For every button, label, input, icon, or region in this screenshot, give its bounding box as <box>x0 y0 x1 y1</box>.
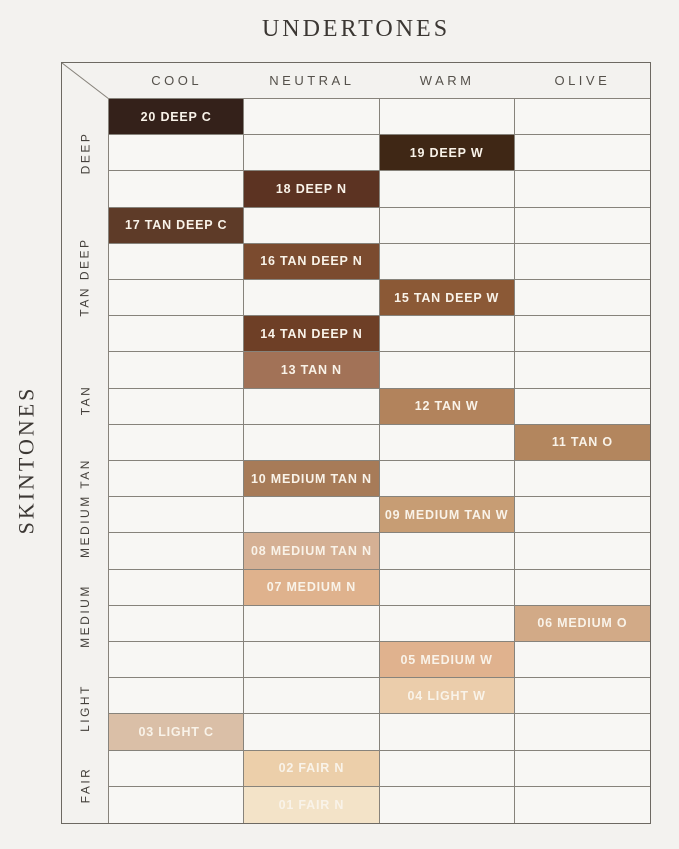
skintone-group-box <box>62 207 108 346</box>
empty-grid-cell <box>515 280 650 316</box>
shade-swatch-cell <box>380 642 515 678</box>
empty-grid-cell <box>244 714 379 750</box>
empty-grid-cell <box>109 389 244 425</box>
empty-grid-cell <box>515 787 650 823</box>
shade-label: 16 TAN DEEP N <box>260 254 363 269</box>
shade-swatch-cell <box>380 135 515 171</box>
empty-grid-cell <box>515 389 650 425</box>
empty-grid-cell <box>109 425 244 461</box>
empty-grid-cell <box>380 461 515 497</box>
skintone-group-box <box>62 746 108 823</box>
skintone-group-box <box>62 670 108 747</box>
empty-grid-cell <box>515 570 650 606</box>
empty-grid-cell <box>109 497 244 533</box>
empty-grid-cell <box>515 461 650 497</box>
empty-grid-cell <box>244 606 379 642</box>
shade-swatch-cell <box>380 497 515 533</box>
empty-grid-cell <box>380 171 515 207</box>
empty-grid-cell <box>515 99 650 135</box>
shade-label: 03 LIGHT C <box>138 724 214 739</box>
shade-swatch-cell <box>244 570 379 606</box>
empty-grid-cell <box>380 425 515 461</box>
empty-grid-cell <box>380 751 515 787</box>
empty-grid-cell <box>380 570 515 606</box>
empty-grid-cell <box>109 533 244 569</box>
empty-grid-cell <box>109 461 244 497</box>
empty-grid-cell <box>109 280 244 316</box>
skintone-group-label: MEDIUM <box>78 584 93 648</box>
empty-grid-cell <box>515 171 650 207</box>
shade-swatch-cell <box>244 787 379 823</box>
empty-grid-cell <box>244 389 379 425</box>
shade-label: 15 TAN DEEP W <box>394 290 500 305</box>
empty-grid-cell <box>109 642 244 678</box>
empty-grid-cell <box>515 533 650 569</box>
skintone-group-label: DEEP <box>78 131 92 175</box>
shade-label: 17 TAN DEEP C <box>124 218 228 233</box>
undertones-title: UNDERTONES <box>261 16 451 42</box>
column-header-cool: COOL <box>109 63 244 99</box>
empty-grid-cell <box>109 352 244 388</box>
shade-swatch-cell <box>109 99 244 135</box>
empty-grid-cell <box>244 425 379 461</box>
shade-swatch-cell <box>380 678 515 714</box>
shade-matrix-table <box>61 62 651 824</box>
shade-swatch-cell <box>109 714 244 750</box>
empty-grid-cell <box>380 533 515 569</box>
shade-label: 20 DEEP C <box>140 109 212 124</box>
empty-grid-cell <box>380 606 515 642</box>
shade-swatch-cell <box>244 533 379 569</box>
empty-grid-cell <box>244 208 379 244</box>
shade-swatch-cell <box>380 280 515 316</box>
undertone-header-row <box>62 63 650 99</box>
skintone-group-column <box>62 99 109 823</box>
corner-cell <box>62 63 109 99</box>
skintone-group-box <box>62 346 108 454</box>
empty-grid-cell <box>244 280 379 316</box>
shade-label: 09 MEDIUM TAN W <box>384 507 509 522</box>
skintone-group-label: LIGHT <box>78 684 92 733</box>
shade-swatch-cell <box>244 461 379 497</box>
shade-label: 06 MEDIUM O <box>537 616 628 631</box>
shade-label: 05 MEDIUM W <box>400 652 493 667</box>
corner-diagonal-line <box>62 63 109 99</box>
empty-grid-cell <box>380 352 515 388</box>
empty-grid-cell <box>515 352 650 388</box>
skintone-group-label: TAN DEEP <box>78 236 92 317</box>
empty-grid-cell <box>244 497 379 533</box>
shade-label: 01 FAIR N <box>278 797 345 812</box>
empty-grid-cell <box>109 606 244 642</box>
skintone-group-box <box>62 562 108 670</box>
empty-grid-cell <box>244 99 379 135</box>
empty-grid-cell <box>109 678 244 714</box>
shade-label: 08 MEDIUM TAN N <box>250 543 372 558</box>
shade-swatch-cell <box>515 425 650 461</box>
shade-swatch-cell <box>515 606 650 642</box>
empty-grid-cell <box>515 497 650 533</box>
empty-grid-cell <box>109 244 244 280</box>
column-header-warm: WARM <box>380 63 515 99</box>
shade-label: 04 LIGHT W <box>407 688 486 703</box>
empty-grid-cell <box>244 135 379 171</box>
shade-label: 07 MEDIUM N <box>266 580 357 595</box>
shade-swatch-cell <box>244 316 379 352</box>
skintone-group-label: TAN <box>77 384 92 416</box>
empty-grid-cell <box>515 678 650 714</box>
empty-grid-cell <box>515 316 650 352</box>
empty-grid-cell <box>515 714 650 750</box>
empty-grid-cell <box>515 208 650 244</box>
table-body <box>62 99 650 823</box>
empty-grid-cell <box>244 642 379 678</box>
empty-grid-cell <box>380 714 515 750</box>
shade-label: 19 DEEP W <box>409 145 484 160</box>
shade-swatch-cell <box>109 208 244 244</box>
shade-grid <box>109 99 650 823</box>
skintone-group-label: FAIR <box>77 766 92 804</box>
shade-label: 10 MEDIUM TAN N <box>250 471 372 486</box>
empty-grid-cell <box>380 208 515 244</box>
skintones-axis-label: SKINTONES <box>13 385 39 535</box>
skintone-group-label: MEDIUM TAN <box>78 458 93 558</box>
empty-grid-cell <box>515 642 650 678</box>
shade-swatch-cell <box>380 389 515 425</box>
empty-grid-cell <box>380 316 515 352</box>
skintones-axis <box>4 98 48 822</box>
empty-grid-cell <box>515 751 650 787</box>
empty-grid-cell <box>109 751 244 787</box>
column-header-neutral: NEUTRAL <box>244 63 379 99</box>
empty-grid-cell <box>244 678 379 714</box>
shade-label: 18 DEEP N <box>275 181 347 196</box>
shade-label: 12 TAN W <box>414 399 479 414</box>
shade-swatch-cell <box>244 244 379 280</box>
shade-label: 02 FAIR N <box>278 761 345 776</box>
skintone-group-box <box>62 99 108 207</box>
shade-swatch-cell <box>244 751 379 787</box>
empty-grid-cell <box>380 244 515 280</box>
skintone-group-box <box>62 454 108 562</box>
empty-grid-cell <box>109 787 244 823</box>
shade-swatch-cell <box>244 171 379 207</box>
column-header-olive: OLIVE <box>515 63 650 99</box>
empty-grid-cell <box>380 787 515 823</box>
empty-grid-cell <box>109 135 244 171</box>
empty-grid-cell <box>109 570 244 606</box>
empty-grid-cell <box>380 99 515 135</box>
empty-grid-cell <box>109 316 244 352</box>
empty-grid-cell <box>515 244 650 280</box>
shade-label: 13 TAN N <box>280 362 342 377</box>
shade-swatch-cell <box>244 352 379 388</box>
empty-grid-cell <box>515 135 650 171</box>
shade-label: 11 TAN O <box>551 435 613 450</box>
empty-grid-cell <box>109 171 244 207</box>
shade-label: 14 TAN DEEP N <box>260 326 363 341</box>
